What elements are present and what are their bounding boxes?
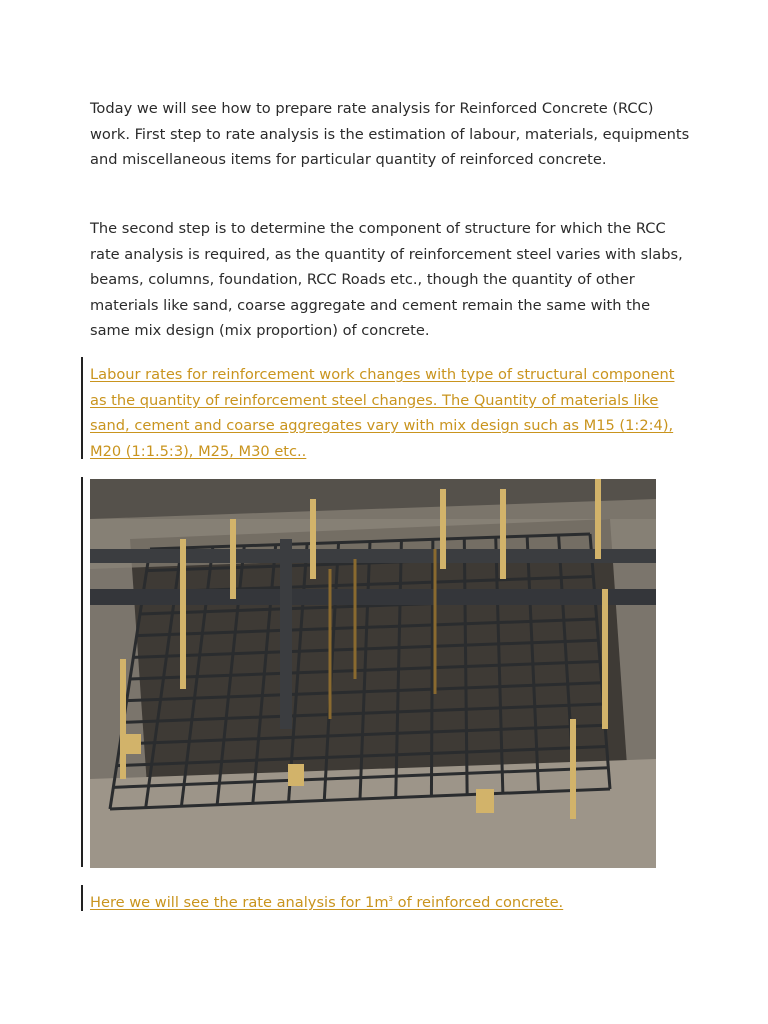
intro-paragraph: Today we will see how to prepare rate analysis for Reinforced Concrete (RCC) work. First step to rate analysis is the estimation of labour, materials, equipments and miscellaneous items for particular quantity of reinforced concrete. [90,100,690,168]
second-step-paragraph: The second step is to determine the component of structure for which the RCC rate analysis is required, as the quantity of reinforcement steel varies with slabs, beams, columns, foundation, RCC Roads etc., though the quantity of other materials like sand, coarse aggregate and cement remain the same with the same mix design (mix proportion) of concrete. [90,220,683,339]
rate-analysis-link[interactable] [90,890,690,916]
rate-analysis-link-text[interactable]: Here we will see the rate analysis for 1m [90,894,389,911]
cubic-superscript: 3 [388,895,394,904]
footer-quote-bar [81,885,83,911]
quote-bar [81,357,83,459]
image-quote-bar [81,477,83,867]
labour-rates-link[interactable]: Labour rates for reinforcement work changes with type of structural component as the quantity of reinforcement steel changes. The Quantity of materials like sand, cement and coarse aggregates vary with mix design such as M15 (1:2:4), M20 (1:1.5:3), M25, M30 etc.. [90,366,675,460]
rebar-foundation-photo [90,479,656,868]
rate-analysis-link-tail[interactable]: of reinforced concrete. [393,894,564,911]
